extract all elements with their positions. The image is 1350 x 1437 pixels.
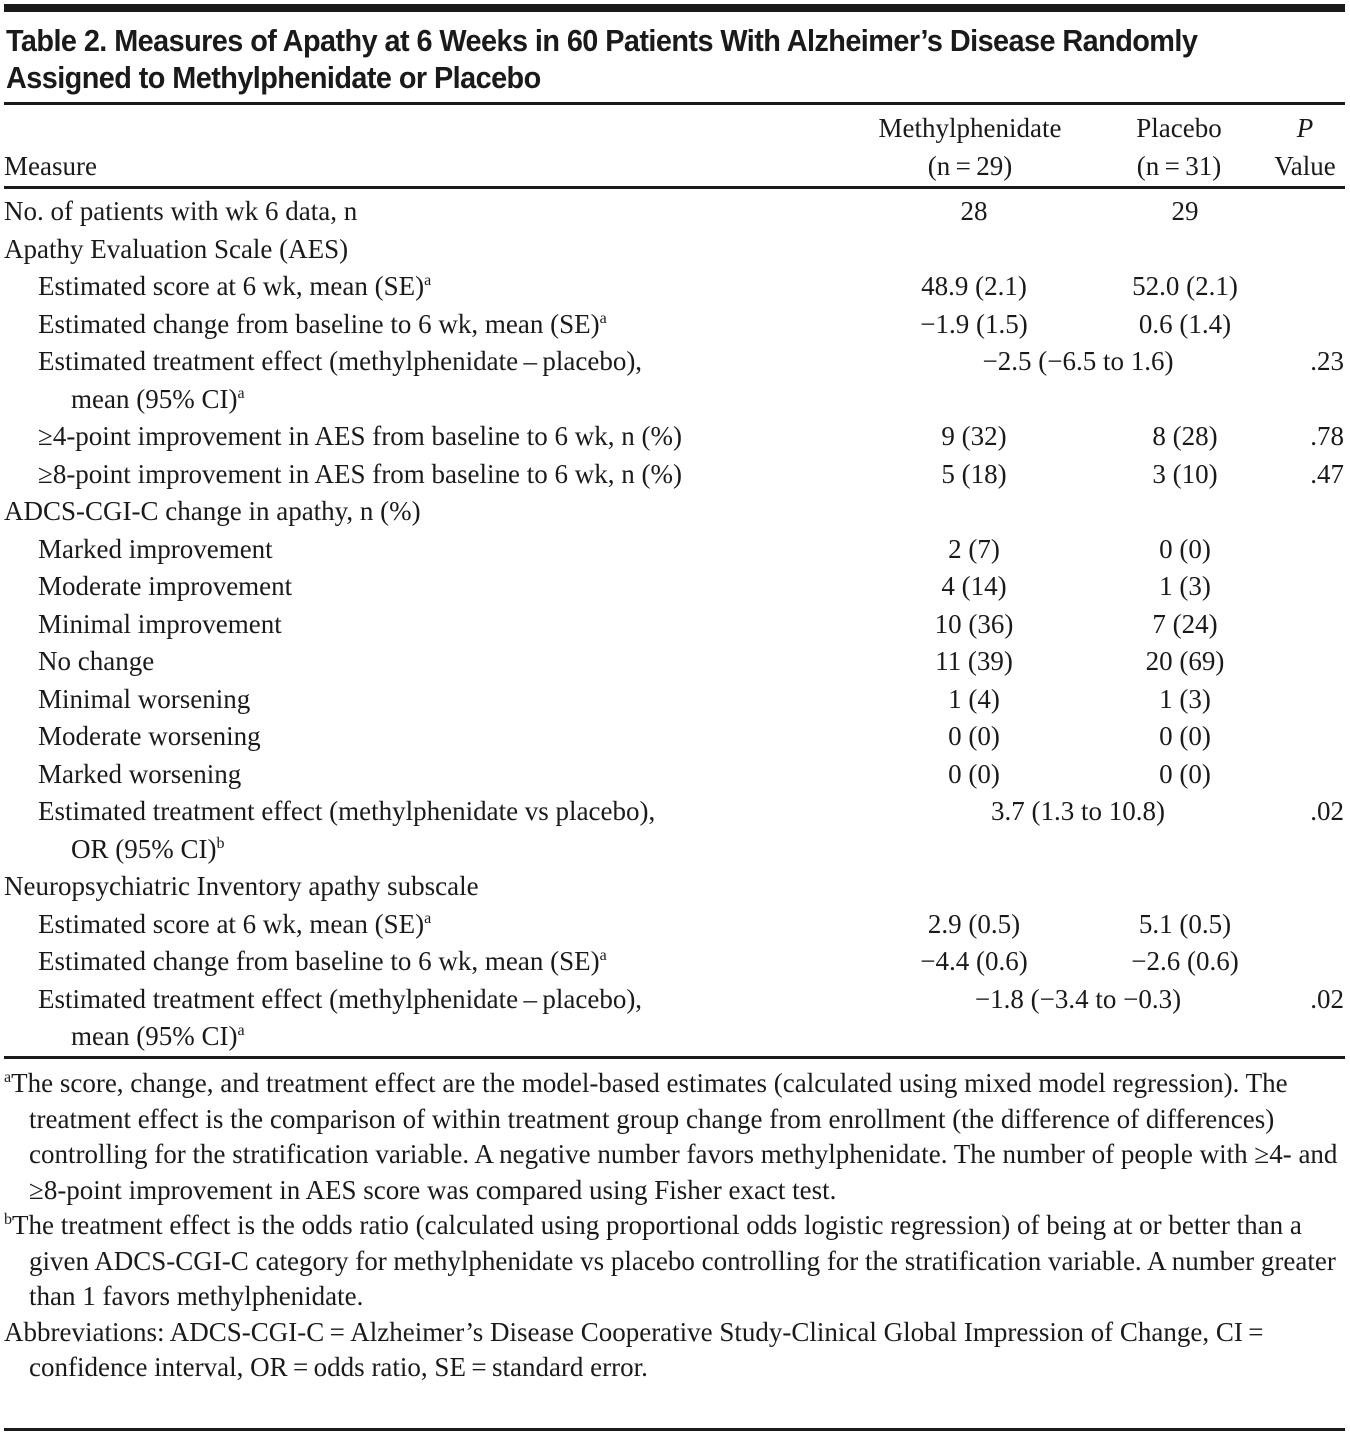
row-label-text: No change	[38, 646, 155, 676]
row-label	[38, 306, 607, 344]
cell-methylphenidate: 48.9 (2.1)	[921, 271, 1027, 301]
cell-placebo: 1 (3)	[1159, 571, 1211, 601]
cell-placebo: 8 (28)	[1152, 421, 1218, 451]
table-row	[4, 343, 1345, 418]
table-row	[4, 943, 1345, 981]
table-row	[4, 756, 1345, 794]
row-label	[38, 943, 607, 981]
cell-placebo: 52.0 (2.1)	[1132, 271, 1238, 301]
table-row	[4, 793, 1345, 868]
row-label	[38, 456, 682, 494]
footnotes	[4, 1066, 1345, 1386]
row-label	[38, 343, 642, 381]
table-row	[4, 418, 1345, 456]
row-label-text: Estimated treatment effect (methylphenidate vs placebo),	[38, 796, 656, 826]
row-label	[38, 531, 273, 569]
row-label-continued	[71, 831, 224, 869]
header-placebo-n: (n = 31)	[1136, 150, 1222, 181]
cell-methylphenidate: 0 (0)	[948, 721, 1000, 751]
row-label	[38, 681, 250, 719]
cell-methylphenidate: 9 (32)	[941, 421, 1007, 451]
cell-p-value: .02	[1310, 983, 1344, 1014]
row-label	[4, 231, 348, 269]
footnote-text: Abbreviations: ADCS-CGI-C = Alzheimer’s Disease Cooperative Study-Clinical Global Impression of Change, CI = confidence interval, OR = odds ratio, SE = standard error.	[4, 1316, 1269, 1382]
row-label-continued-text: mean (95% CI)	[71, 1021, 238, 1051]
row-label-text: Minimal worsening	[38, 683, 251, 714]
table-row	[4, 306, 1345, 344]
footnote-marker: a	[424, 909, 432, 927]
row-label-continued-text: mean (95% CI)	[71, 383, 238, 414]
header-measure: Measure	[4, 151, 97, 181]
table-header	[4, 110, 1345, 186]
row-label-text: Estimated treatment effect (methylphenidate – placebo),	[38, 983, 643, 1014]
row-label	[38, 643, 154, 681]
row-label	[38, 418, 682, 456]
footnote-text: The treatment effect is the odds ratio (calculated using proportional odds logistic regression) of being at or better than a given ADCS-CGI-C category for methylphenidate vs placebo controlling for the stratification variable. A number greater than 1 favors methylphenidate.	[12, 1210, 1336, 1311]
footnote-marker: b	[216, 834, 225, 852]
row-label	[4, 193, 357, 231]
footnote-b	[4, 1208, 1345, 1315]
row-label	[38, 793, 655, 831]
table-row	[4, 568, 1345, 606]
header-p-value	[1264, 110, 1346, 185]
row-label	[38, 568, 292, 606]
row-label-text: ≥4-point improvement in AES from baseline to 6 wk, n (%)	[38, 421, 682, 451]
cell-placebo: 0.6 (1.4)	[1138, 308, 1232, 339]
header-rule	[4, 186, 1345, 189]
table-row	[4, 981, 1345, 1056]
cell-placebo: −2.6 (0.6)	[1131, 946, 1239, 976]
row-label-continued-text: OR (95% CI)	[71, 833, 217, 864]
cell-placebo: 20 (69)	[1145, 646, 1225, 676]
top-rule	[4, 4, 1345, 12]
table-body	[4, 193, 1345, 1056]
row-label-text: Marked improvement	[38, 533, 273, 564]
cell-methylphenidate: 2 (7)	[948, 533, 1000, 564]
header-methylphenidate	[852, 110, 1088, 185]
cell-methylphenidate: −1.9 (1.5)	[920, 308, 1028, 339]
row-label-text: Estimated treatment effect (methylphenidate – placebo),	[38, 346, 643, 376]
cell-placebo: 0 (0)	[1159, 721, 1211, 751]
cell-treatment-effect: −2.5 (−6.5 to 1.6)	[982, 346, 1174, 376]
row-label-text: Moderate improvement	[38, 571, 293, 601]
row-label-text: No. of patients with wk 6 data, n	[4, 196, 358, 226]
row-label-text: Estimated score at 6 wk, mean (SE)	[38, 908, 425, 939]
header-methylphenidate-n: (n = 29)	[927, 150, 1013, 181]
row-label	[38, 718, 261, 756]
table-row	[4, 268, 1345, 306]
cell-placebo: 7 (24)	[1152, 608, 1218, 639]
cell-placebo: 29	[1171, 196, 1199, 226]
table-row	[4, 718, 1345, 756]
table-section-row	[4, 868, 1345, 906]
bottom-rule	[4, 1428, 1345, 1431]
footnote-marker: a	[599, 309, 607, 327]
footnote-text: The score, change, and treatment effect are the model-based estimates (calculated using mixed model regression). The treatment effect is the comparison of within treatment group change from enrollment (the difference of differences) controlling for the stratification variable. A negative number favors methylphenidate. The number of people with ≥4- and ≥8-point improvement in AES score was compared using Fisher exact test.	[11, 1068, 1338, 1205]
cell-p-value: .47	[1310, 458, 1344, 489]
table-section-row	[4, 231, 1345, 269]
row-label-continued	[71, 381, 245, 419]
cell-treatment-effect: 3.7 (1.3 to 10.8)	[991, 796, 1165, 826]
row-label-text: Estimated change from baseline to 6 wk, mean (SE)	[38, 946, 600, 976]
cell-methylphenidate: 28	[960, 196, 988, 226]
table-section-row	[4, 193, 1345, 231]
row-label	[38, 981, 642, 1019]
row-label	[4, 493, 421, 531]
footnote-marker: b	[4, 1211, 12, 1228]
cell-methylphenidate: 11 (39)	[935, 646, 1013, 676]
row-label-text: Moderate worsening	[38, 721, 261, 751]
table-section-row	[4, 493, 1345, 531]
cell-methylphenidate: 4 (14)	[941, 571, 1007, 601]
cell-placebo: 3 (10)	[1152, 458, 1218, 489]
cell-placebo: 5.1 (0.5)	[1138, 908, 1232, 939]
body-bottom-rule	[4, 1056, 1345, 1059]
cell-p-value: .23	[1310, 346, 1344, 376]
cell-methylphenidate: 0 (0)	[948, 758, 1000, 789]
cell-methylphenidate: 2.9 (0.5)	[927, 908, 1021, 939]
abbreviations-note	[4, 1315, 1345, 1386]
row-label-text: Estimated score at 6 wk, mean (SE)	[38, 271, 425, 301]
table-row	[4, 606, 1345, 644]
row-label	[4, 868, 479, 906]
header-placebo	[1114, 110, 1244, 185]
cell-methylphenidate: −4.4 (0.6)	[920, 946, 1028, 976]
row-label	[38, 756, 241, 794]
cell-methylphenidate: 10 (36)	[934, 608, 1014, 639]
header-p-value-word: Value	[1274, 150, 1336, 181]
row-label-text: Minimal improvement	[38, 608, 282, 639]
footnote-marker: a	[237, 1022, 245, 1039]
table-row	[4, 906, 1345, 944]
row-label	[38, 606, 282, 644]
footnote-a	[4, 1066, 1345, 1208]
row-label	[38, 268, 431, 306]
footnote-marker: a	[599, 947, 607, 964]
cell-methylphenidate: 1 (4)	[948, 683, 1000, 714]
table-title: Table 2. Measures of Apathy at 6 Weeks in 60 Patients With Alzheimer’s Disease Randomly Assigned to Methylphenidate or Placebo	[6, 23, 1198, 95]
row-label-text: ≥8-point improvement in AES from baseline to 6 wk, n (%)	[38, 458, 682, 489]
table-row	[4, 681, 1345, 719]
title-rule	[4, 102, 1345, 105]
row-label-text: Apathy Evaluation Scale (AES)	[4, 233, 349, 264]
header-methylphenidate-name: Methylphenidate	[878, 113, 1062, 143]
footnote-marker: a	[424, 272, 432, 289]
row-label-text: Neuropsychiatric Inventory apathy subscale	[4, 871, 479, 901]
cell-treatment-effect: −1.8 (−3.4 to −0.3)	[974, 983, 1182, 1014]
row-label-text: Estimated change from baseline to 6 wk, mean (SE)	[38, 308, 600, 339]
header-placebo-name: Placebo	[1136, 113, 1222, 143]
row-label-text: Marked worsening	[38, 758, 242, 789]
footnote-marker: a	[4, 1069, 12, 1086]
row-label-text: ADCS-CGI-C change in apathy, n (%)	[4, 496, 421, 526]
cell-placebo: 1 (3)	[1159, 683, 1211, 714]
row-label	[38, 906, 431, 944]
cell-p-value: .02	[1310, 796, 1344, 826]
row-label-continued	[71, 1018, 245, 1056]
table-row	[4, 456, 1345, 494]
header-p-letter: P	[1296, 113, 1314, 143]
table-row	[4, 643, 1345, 681]
cell-methylphenidate: 5 (18)	[941, 458, 1007, 489]
cell-placebo: 0 (0)	[1159, 533, 1211, 564]
cell-p-value: .78	[1310, 421, 1344, 451]
footnote-marker: a	[237, 384, 245, 402]
table-row	[4, 531, 1345, 569]
cell-placebo: 0 (0)	[1159, 758, 1211, 789]
